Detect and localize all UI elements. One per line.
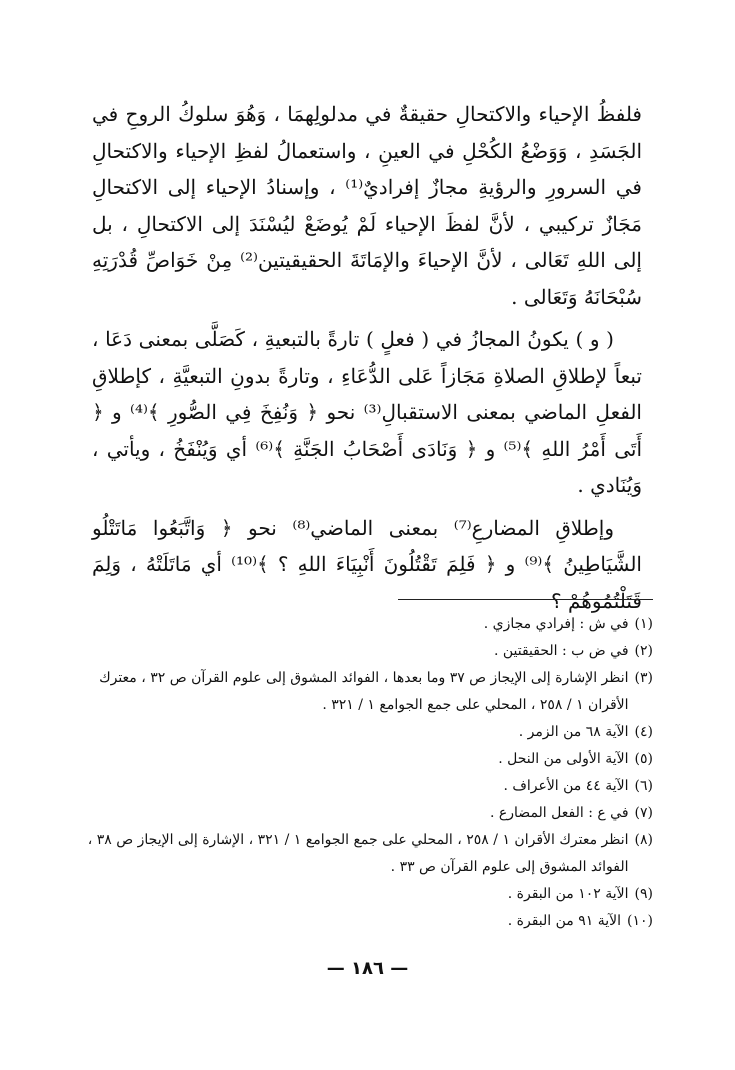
- footnote-item: [60, 800, 653, 827]
- footnote-text: الآية ٩١ من البقرة .: [507, 913, 622, 929]
- footnote-number: (٢): [634, 643, 653, 659]
- footnote-text: انظر معترك الأقران ١ / ٢٥٨ ، المحلي على جمع الجوامع ١ / ٣٢١ ، الإشارة إلى الإيجاز ص ٣٨ ، الفوائد المشوق إلى علوم القرآن ص ٣٣ .: [87, 832, 629, 875]
- footnote-number: (٥): [634, 751, 653, 767]
- footnote-text: في ع : الفعل المضارع .: [490, 805, 629, 821]
- paragraph-2: ( و ) يكونُ المجازُ في ( فعلٍ ) تارةً بالتبعيةِ ، كَصَلَّى بمعنى دَعَا ، تبعاً لإطلاقِ الصلاةِ مَجَازاً عَلى الدُّعَاءِ ، وتارةً بدونِ التبعيَّةِ ، كإطلاقِ الفعلِ الماضي بمعنى الاستقبالِ⁽³⁾ نحو ﴿ وَنُفِخَ فِي الصُّورِ ﴾⁽⁴⁾ و ﴿ أَتَى أَمْرُ اللهِ ﴾⁽⁵⁾ و ﴿ وَنَادَى أَصْحَابُ الجَنَّةِ ﴾⁽⁶⁾ أي وَيُنْفَخُ ، ويأتي ، وَيُنَادي .: [92, 327, 642, 497]
- footnote-number: (٩): [634, 886, 653, 902]
- footnote-item: [60, 638, 653, 665]
- footnote-item: [60, 719, 653, 746]
- footnote-number: (١٠): [627, 913, 653, 929]
- page-number: — ١٨٦ —: [326, 958, 409, 979]
- footnote-text: في ض ب : الحقيقتين .: [493, 643, 629, 659]
- footnote-number: (٨): [634, 832, 653, 848]
- footnote-number: (٧): [634, 805, 653, 821]
- footnote-number: (١): [634, 616, 653, 632]
- footnote-item: [60, 611, 653, 638]
- footnote-item: [60, 773, 653, 800]
- footnote-number: (٣): [634, 670, 653, 686]
- footnote-number: (٤): [634, 724, 653, 740]
- footnote-text: الآية ٤٤ من الأعراف .: [503, 778, 629, 794]
- paragraph-3: وإطلاقِ المضارعِ⁽⁷⁾ بمعنى الماضي⁽⁸⁾ نحو ﴿ وَاتَّبَعُوا مَاتَتْلُو الشَّيَاطِينُ ﴾⁽⁹⁾ و ﴿ فَلِمَ تَقْتُلُونَ أَنْبِيَاءَ اللهِ ؟ ﴾⁽¹⁰⁾ أي مَاتَلَتْهُ ، وَلِمَ قَتَلْتُمُوهُمْ ؟: [92, 515, 642, 613]
- main-text: [92, 96, 642, 625]
- footnote-item: [60, 881, 653, 908]
- footnote-item: [60, 827, 653, 881]
- footnote-divider: [398, 599, 653, 600]
- footnote-item: [60, 665, 653, 719]
- footnote-text: الآية الأولى من النحل .: [498, 751, 629, 767]
- footnote-number: (٦): [634, 778, 653, 794]
- footnote-text: الآية ٦٨ من الزمر .: [518, 724, 629, 740]
- footnote-text: انظر الإشارة إلى الإيجاز ص ٣٧ وما بعدها ، الفوائد المشوق إلى علوم القرآن ص ٣٢ ، معترك الأقران ١ / ٢٥٨ ، المحلي على جمع الجوامع ١ / ٣٢١ .: [99, 670, 629, 713]
- paragraph-1: فلفظُ الإحياء والاكتحالِ حقيقةٌ في مدلولِهمَا ، وَهُوَ سلوكُ الروحِ في الجَسَدِ ، وَوَضْعُ الكُحْلِ في العينِ ، واستعمالُ لفظِ الإحياء والاكتحالِ في السرورِ والرؤيةِ مجازٌ إفراديٌ⁽¹⁾ ، وإسنادُ الإحياء إلى الاكتحالِ مَجَازٌ تركيبي ، لأنَّ لفظَ الإحياء لَمْ يُوضَعْ ليُسْنَدَ إلى الاكتحالِ ، بل إلى اللهِ تَعَالى ، لأنَّ الإحياءَ والإمَاتَةَ الحقيقيتين⁽²⁾ مِنْ خَوَاصِّ قُدْرَتِهِ سُبْحَانَهُ وَتَعَالى .: [92, 102, 642, 309]
- footnotes: [60, 611, 653, 935]
- footnote-item: [60, 908, 653, 935]
- footnote-text: في ش : إفرادي مجازي .: [483, 616, 629, 632]
- footnote-text: الآية ١٠٢ من البقرة .: [507, 886, 629, 902]
- footnote-item: [60, 746, 653, 773]
